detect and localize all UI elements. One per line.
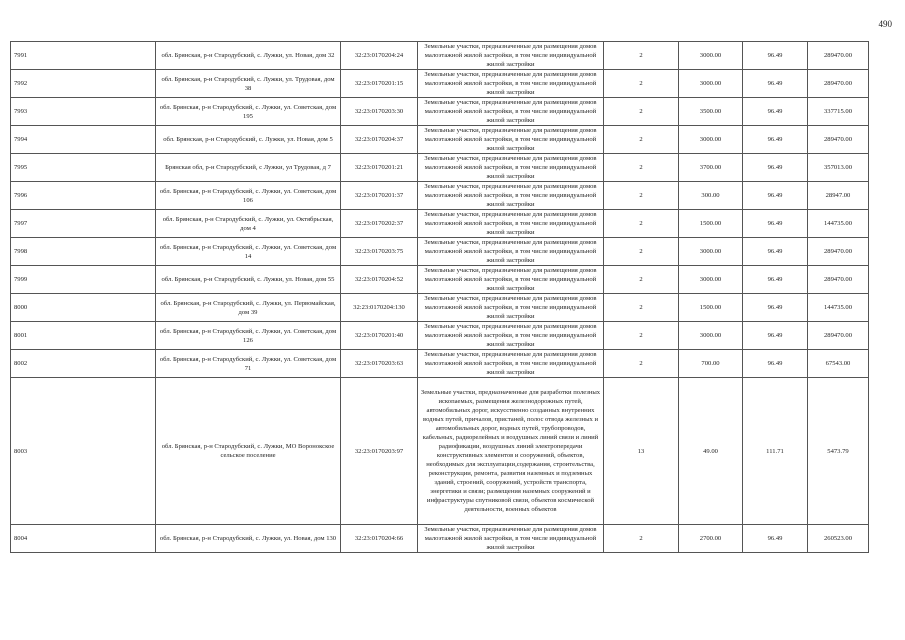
group-cell: 2 <box>604 98 679 126</box>
specific-value-cell: 96.49 <box>743 210 808 238</box>
address-cell: обл. Брянская, р-н Стародубский, с. Лужки, ул. Новая, дом 130 <box>156 525 341 553</box>
table-row <box>11 378 869 525</box>
cadastral-value-cell: 289470.00 <box>808 42 869 70</box>
specific-value-cell: 96.49 <box>743 266 808 294</box>
address-cell: обл. Брянская, р-н Стародубский, с. Лужки, ул. Октябрьская, дом 4 <box>156 210 341 238</box>
specific-value-cell: 96.49 <box>743 70 808 98</box>
cadastral-number-cell: 32:23:0170201:21 <box>341 154 418 182</box>
specific-value-cell: 96.49 <box>743 154 808 182</box>
group-cell: 2 <box>604 154 679 182</box>
address-cell: обл. Брянская, р-н Стародубский, с. Лужки, ул. Советская, дом 126 <box>156 322 341 350</box>
land-use-cell: Земельные участки, предназначенные для размещения домов малоэтажной жилой застройки, в том числе индивидуальной жилой застройки <box>418 525 604 553</box>
cadastral-value-cell: 289470.00 <box>808 70 869 98</box>
address-cell: обл. Брянская, р-н Стародубский, с. Лужки, ул. Советская, дом 106 <box>156 182 341 210</box>
address-cell: обл. Брянская, р-н Стародубский, с. Лужки, ул. Новая, дом 55 <box>156 266 341 294</box>
cadastral-value-cell: 144735.00 <box>808 210 869 238</box>
cadastral-value-cell: 260523.00 <box>808 525 869 553</box>
row-number-cell: 8004 <box>11 525 156 553</box>
cadastral-number-cell: 32:23:0170203:30 <box>341 98 418 126</box>
land-use-cell: Земельные участки, предназначенные для разработки полезных ископаемых, размещения железнодорожных путей, автомобильных дорог, искусственно созданных внутренних водных путей, причалов, пристаней, полос отвода железных и автомобильных дорог, водных путей, трубопроводов, кабельных, радиорелейных и воздушных линий связи и линий радиофикации, воздушных линий электропередачи конструктивных элементов и сооружений, объектов, необходимых для эксплуатации,содержания, строительства, реконструкции, ремонта, развития наземных и подземных зданий, строений, сооружений, устройств транспорта, энергетики и связи; размещения наземных сооружений и инфраструктуры спутниковой связи, объектов космической деятельности, военных объектов <box>418 378 604 525</box>
cadastral-value-cell: 289470.00 <box>808 238 869 266</box>
cadastral-value-cell: 289470.00 <box>808 322 869 350</box>
group-cell: 2 <box>604 70 679 98</box>
land-use-cell: Земельные участки, предназначенные для размещения домов малоэтажной жилой застройки, в том числе индивидуальной жилой застройки <box>418 294 604 322</box>
address-cell: Брянская обл, р-н Стародубский, с Лужки, ул Трудовая, д 7 <box>156 154 341 182</box>
specific-value-cell: 96.49 <box>743 525 808 553</box>
cadastral-number-cell: 32:23:0170204:52 <box>341 266 418 294</box>
table-row <box>11 154 869 182</box>
cadastral-number-cell: 32:23:0170204:66 <box>341 525 418 553</box>
specific-value-cell: 96.49 <box>743 238 808 266</box>
row-number-cell: 7994 <box>11 126 156 154</box>
area-cell: 3000.00 <box>679 322 743 350</box>
cadastral-value-cell: 5473.79 <box>808 378 869 525</box>
table-row <box>11 525 869 553</box>
cadastral-value-table <box>10 41 869 553</box>
specific-value-cell: 96.49 <box>743 294 808 322</box>
address-cell: обл. Брянская, р-н Стародубский, с. Лужки, ул. Советская, дом 195 <box>156 98 341 126</box>
land-use-cell: Земельные участки, предназначенные для размещения домов малоэтажной жилой застройки, в том числе индивидуальной жилой застройки <box>418 70 604 98</box>
cadastral-number-cell: 32:23:0170204:24 <box>341 42 418 70</box>
area-cell: 49.00 <box>679 378 743 525</box>
cadastral-value-cell: 337715.00 <box>808 98 869 126</box>
group-cell: 2 <box>604 182 679 210</box>
row-number-cell: 8000 <box>11 294 156 322</box>
area-cell: 2700.00 <box>679 525 743 553</box>
area-cell: 300.00 <box>679 182 743 210</box>
address-cell: обл. Брянская, р-н Стародубский, с. Лужки, ул. Советская, дом 14 <box>156 238 341 266</box>
group-cell: 2 <box>604 294 679 322</box>
cadastral-number-cell: 32:23:0170201:40 <box>341 322 418 350</box>
specific-value-cell: 96.49 <box>743 182 808 210</box>
table-row <box>11 350 869 378</box>
cadastral-value-cell: 28947.00 <box>808 182 869 210</box>
cadastral-number-cell: 32:23:0170202:37 <box>341 210 418 238</box>
specific-value-cell: 96.49 <box>743 42 808 70</box>
group-cell: 2 <box>604 266 679 294</box>
specific-value-cell: 96.49 <box>743 126 808 154</box>
land-use-cell: Земельные участки, предназначенные для размещения домов малоэтажной жилой застройки, в том числе индивидуальной жилой застройки <box>418 322 604 350</box>
group-cell: 13 <box>604 378 679 525</box>
address-cell: обл. Брянская, р-н Стародубский, с. Лужки, ул. Советская, дом 71 <box>156 350 341 378</box>
area-cell: 1500.00 <box>679 294 743 322</box>
land-use-cell: Земельные участки, предназначенные для размещения домов малоэтажной жилой застройки, в том числе индивидуальной жилой застройки <box>418 238 604 266</box>
row-number-cell: 7997 <box>11 210 156 238</box>
row-number-cell: 7992 <box>11 70 156 98</box>
row-number-cell: 7996 <box>11 182 156 210</box>
land-use-cell: Земельные участки, предназначенные для размещения домов малоэтажной жилой застройки, в том числе индивидуальной жилой застройки <box>418 98 604 126</box>
land-use-cell: Земельные участки, предназначенные для размещения домов малоэтажной жилой застройки, в том числе индивидуальной жилой застройки <box>418 350 604 378</box>
group-cell: 2 <box>604 210 679 238</box>
address-cell: обл. Брянская, р-н Стародубский, с. Лужки, МО Воронокское сельское поселение <box>156 378 341 525</box>
table-row <box>11 70 869 98</box>
page-number: 490 <box>878 19 892 29</box>
cadastral-number-cell: 32:23:0170204:130 <box>341 294 418 322</box>
cadastral-value-cell: 67543.00 <box>808 350 869 378</box>
specific-value-cell: 96.49 <box>743 98 808 126</box>
area-cell: 700.00 <box>679 350 743 378</box>
area-cell: 3000.00 <box>679 42 743 70</box>
address-cell: обл. Брянская, р-н Стародубский, с. Лужки, ул. Трудовая, дом 38 <box>156 70 341 98</box>
area-cell: 3000.00 <box>679 126 743 154</box>
address-cell: обл. Брянская, р-н Стародубский, с. Лужки, ул. Первомайская, дом 39 <box>156 294 341 322</box>
specific-value-cell: 96.49 <box>743 350 808 378</box>
area-cell: 3000.00 <box>679 70 743 98</box>
specific-value-cell: 111.71 <box>743 378 808 525</box>
row-number-cell: 8003 <box>11 378 156 525</box>
group-cell: 2 <box>604 322 679 350</box>
land-use-cell: Земельные участки, предназначенные для размещения домов малоэтажной жилой застройки, в том числе индивидуальной жилой застройки <box>418 126 604 154</box>
area-cell: 3700.00 <box>679 154 743 182</box>
row-number-cell: 7998 <box>11 238 156 266</box>
row-number-cell: 7991 <box>11 42 156 70</box>
cadastral-number-cell: 32:23:0170201:15 <box>341 70 418 98</box>
area-cell: 1500.00 <box>679 210 743 238</box>
table-row <box>11 98 869 126</box>
table-row <box>11 182 869 210</box>
cadastral-number-cell: 32:23:0170203:63 <box>341 350 418 378</box>
land-use-cell: Земельные участки, предназначенные для размещения домов малоэтажной жилой застройки, в том числе индивидуальной жилой застройки <box>418 210 604 238</box>
address-cell: обл. Брянская, р-н Стародубский, с. Лужки, ул. Новая, дом 32 <box>156 42 341 70</box>
land-use-cell: Земельные участки, предназначенные для размещения домов малоэтажной жилой застройки, в том числе индивидуальной жилой застройки <box>418 154 604 182</box>
land-use-cell: Земельные участки, предназначенные для размещения домов малоэтажной жилой застройки, в том числе индивидуальной жилой застройки <box>418 42 604 70</box>
table-body <box>11 42 869 553</box>
row-number-cell: 8002 <box>11 350 156 378</box>
row-number-cell: 7999 <box>11 266 156 294</box>
table-row <box>11 266 869 294</box>
row-number-cell: 7995 <box>11 154 156 182</box>
group-cell: 2 <box>604 525 679 553</box>
cadastral-value-cell: 289470.00 <box>808 126 869 154</box>
specific-value-cell: 96.49 <box>743 322 808 350</box>
cadastral-value-cell: 289470.00 <box>808 266 869 294</box>
area-cell: 3000.00 <box>679 266 743 294</box>
row-number-cell: 7993 <box>11 98 156 126</box>
land-use-cell: Земельные участки, предназначенные для размещения домов малоэтажной жилой застройки, в том числе индивидуальной жилой застройки <box>418 266 604 294</box>
cadastral-value-cell: 144735.00 <box>808 294 869 322</box>
group-cell: 2 <box>604 350 679 378</box>
cadastral-number-cell: 32:23:0170203:75 <box>341 238 418 266</box>
cadastral-number-cell: 32:23:0170203:97 <box>341 378 418 525</box>
land-use-cell: Земельные участки, предназначенные для размещения домов малоэтажной жилой застройки, в том числе индивидуальной жилой застройки <box>418 182 604 210</box>
group-cell: 2 <box>604 42 679 70</box>
table-row <box>11 210 869 238</box>
area-cell: 3500.00 <box>679 98 743 126</box>
cadastral-value-cell: 357013.00 <box>808 154 869 182</box>
address-cell: обл. Брянская, р-н Стародубский, с. Лужки, ул. Новая, дом 5 <box>156 126 341 154</box>
area-cell: 3000.00 <box>679 238 743 266</box>
table-row <box>11 42 869 70</box>
group-cell: 2 <box>604 126 679 154</box>
row-number-cell: 8001 <box>11 322 156 350</box>
table-row <box>11 294 869 322</box>
group-cell: 2 <box>604 238 679 266</box>
table-row <box>11 238 869 266</box>
cadastral-number-cell: 32:23:0170204:37 <box>341 126 418 154</box>
table-row <box>11 322 869 350</box>
cadastral-number-cell: 32:23:0170201:37 <box>341 182 418 210</box>
table-row <box>11 126 869 154</box>
